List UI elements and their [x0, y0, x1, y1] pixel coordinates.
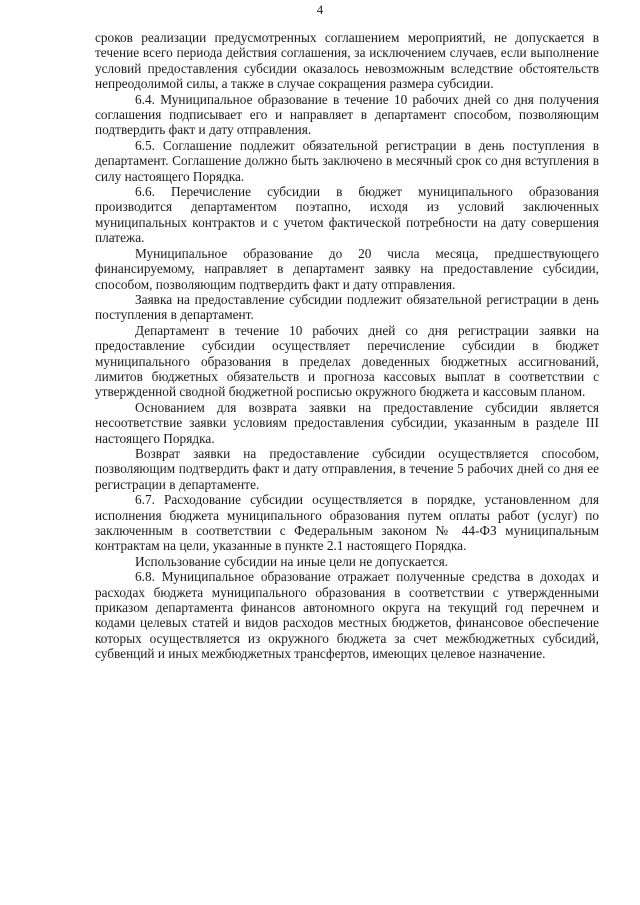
- paragraph: Департамент в течение 10 рабочих дней со дня регистрации заявки на предоставление субсидии осуществляет перечисление субсидии в бюджет муниципального образования в пределах доведенных бюджетных ассигнований, лимитов бюджетных обязательств и прогноза кассовых выплат в соответствии с утвержденной сводной бюджетной росписью окружного бюджета и кассовым планом.: [95, 322, 599, 400]
- page-number: 4: [316, 2, 324, 17]
- paragraph: Заявка на предоставление субсидии подлежит обязательной регистрации в день поступления в департамент.: [95, 291, 599, 323]
- paragraph: Муниципальное образование до 20 числа месяца, предшествующего финансируемому, направляет в департамент заявку на предоставление субсидии, способом, позволяющим подтвердить факт и дату отправления.: [95, 245, 599, 292]
- paragraph: Использование субсидии на иные цели не допускается.: [135, 553, 449, 569]
- paragraph: сроков реализации предусмотренных соглашением мероприятий, не допускается в течение всего периода действия соглашения, за исключением случаев, если выполнение условий предоставления субсидии оказалось невозможным вследствие обстоятельств непреодолимой силы, а также в случае сокращения размера субсидии.: [95, 30, 599, 92]
- paragraph: 6.8. Муниципальное образование отражает полученные средства в доходах и расходах бюджета муниципального образования в соответствии с утвержденными приказом департамента финансов автономного округа на текущий год перечнем и кодами целевых статей и видов расходов местных бюджетов, финансовое обеспечение которых осуществляется из окружного бюджета за счет межбюджетных субсидий, субвенций и иных межбюджетных трансфертов, имеющих целевое назначение.: [95, 569, 599, 662]
- paragraph: 6.5. Соглашение подлежит обязательной регистрации в день поступления в департамент. Соглашение должно быть заключено в месячный срок со дня вступления в силу настоящего Порядка.: [95, 137, 599, 184]
- paragraph: 6.4. Муниципальное образование в течение 10 рабочих дней со дня получения соглашения подписывает его и направляет в департамент способом, позволяющим подтвердить факт и дату отправления.: [95, 91, 599, 138]
- paragraph: 6.6. Перечисление субсидии в бюджет муниципального образования производится департаментом поэтапно, исходя из условий заключенных муниципальных контрактов и с учетом фактической потребности на дату совершения платежа.: [95, 184, 599, 246]
- paragraph: 6.7. Расходование субсидии осуществляется в порядке, установленном для исполнения бюджета муниципального образования путем оплаты работ (услуг) по заключенным в соответствии с Федеральным законом № 44-ФЗ муниципальным контрактам на цели, указанные в пункте 2.1 настоящего Порядка.: [95, 492, 599, 554]
- paragraph: Основанием для возврата заявки на предоставление субсидии является несоответствие заявки условиям предоставления субсидии, указанным в разделе III настоящего Порядка.: [95, 399, 599, 446]
- document-body: [95, 30, 599, 662]
- paragraph: Возврат заявки на предоставление субсидии осуществляется способом, позволяющим подтвердить факт и дату отправления, в течение 5 рабочих дней со дня ее регистрации в департаменте.: [95, 445, 599, 492]
